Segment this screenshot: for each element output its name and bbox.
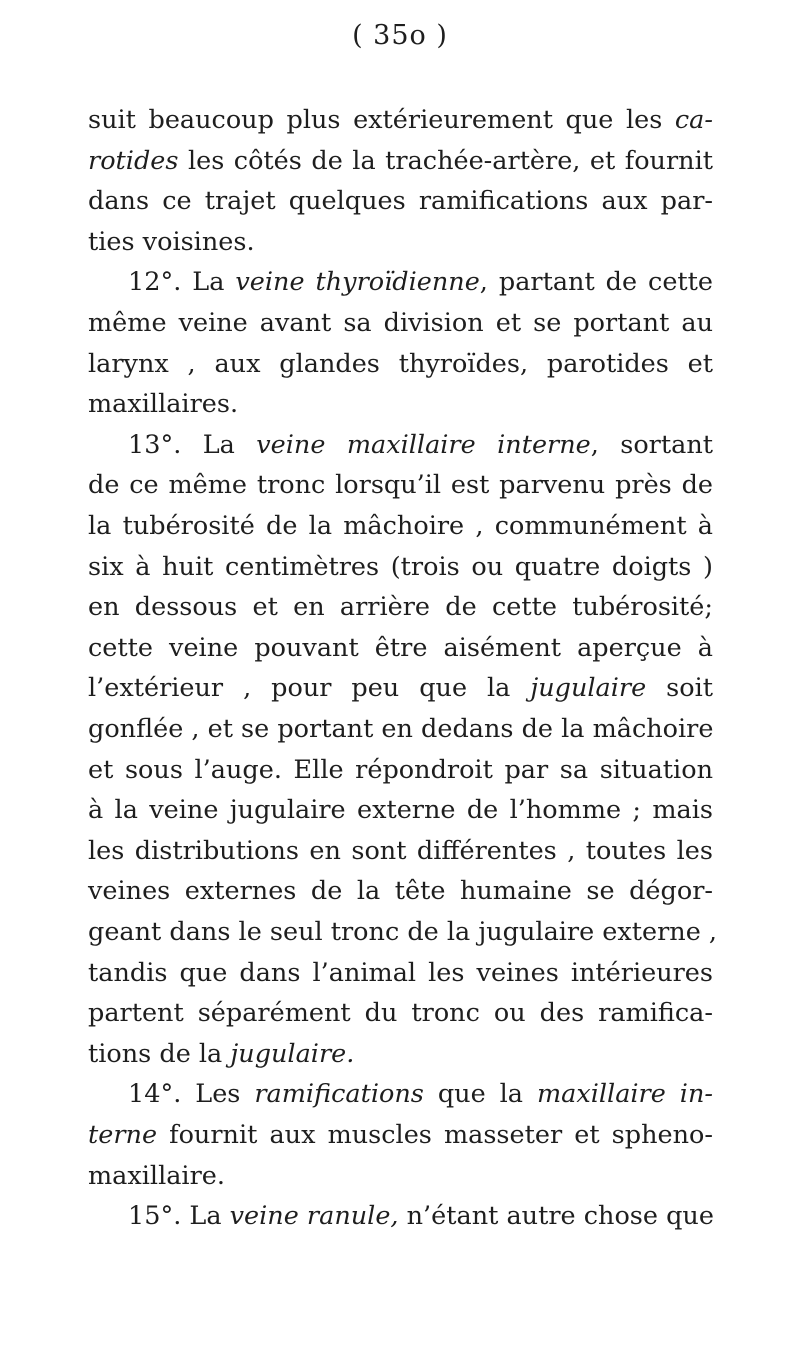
text-line (88, 750, 713, 790)
text-run: partent séparément du tronc ou des ramifica- (88, 998, 713, 1029)
text-run: maxillaire. (88, 1160, 225, 1191)
text-run: de ce même tronc lorsqu’il est parvenu près de (88, 470, 713, 501)
text-run: que la (423, 1079, 537, 1110)
text-run: 14°. Les (128, 1079, 255, 1110)
text-line (88, 222, 713, 262)
text-line (88, 587, 713, 627)
text-line (88, 628, 713, 668)
text-run: les distributions en sont différentes , toutes les (88, 835, 713, 866)
text-run: tions de la (88, 1038, 231, 1069)
italic-term: ca- (674, 105, 713, 135)
text-run: larynx , aux glandes thyroïdes, parotides et (88, 348, 713, 379)
text-line (88, 1156, 713, 1196)
text-line (88, 953, 713, 993)
italic-term: terne (88, 1120, 158, 1150)
text-run: , sortant (590, 429, 713, 460)
text-line (128, 1074, 713, 1114)
text-run: cette veine pouvant être aisément aperçue à (88, 632, 713, 663)
text-line (88, 709, 713, 749)
text-run: 12°. La (128, 267, 236, 298)
italic-term: veine ranule, (229, 1201, 399, 1232)
text-run: la tubérosité de la mâchoire , communément à (88, 511, 713, 541)
text-run: , partant de cette (479, 267, 713, 298)
text-run: même veine avant sa division et se portant au (88, 308, 713, 338)
text-run: soit (646, 673, 713, 704)
italic-term: jugulaire. (230, 1038, 355, 1069)
text-run: 15°. La (128, 1201, 230, 1232)
italic-term: ramifications (254, 1079, 424, 1110)
text-line (88, 871, 713, 911)
text-run: à la veine jugulaire externe de l’homme ; mais (88, 795, 713, 826)
text-run: 13°. La (128, 429, 257, 460)
text-line (88, 100, 713, 140)
text-run: veines externes de la tête humaine se dégor- (88, 876, 713, 907)
page-number-header: ( 35o ) (352, 20, 448, 51)
italic-term: jugulaire (530, 673, 647, 704)
text-line (128, 425, 713, 465)
text-line (88, 831, 713, 871)
text-line (88, 912, 718, 952)
text-line (128, 262, 713, 302)
text-line (88, 668, 713, 708)
text-run: dans ce trajet quelques ramifications aux par- (88, 186, 713, 217)
text-line (88, 547, 713, 587)
text-line (88, 141, 713, 181)
text-run: maxillaires. (88, 389, 239, 420)
text-run: l’extérieur , pour peu que la (88, 673, 531, 704)
text-run: en dessous et en arrière de cette tubérosité; (88, 592, 713, 623)
text-line (88, 1115, 713, 1155)
text-line (128, 1196, 713, 1236)
text-run: les côtés de la trachée-artère, et fournit (178, 145, 713, 176)
italic-term: maxillaire in- (536, 1079, 714, 1110)
text-line (88, 181, 713, 221)
text-run: n’étant autre chose que (398, 1201, 714, 1232)
italic-term: veine thyroïdienne (235, 267, 480, 298)
text-run: geant dans le seul tronc de la jugulaire externe , (88, 917, 718, 947)
text-line (88, 1034, 713, 1074)
text-line (88, 303, 713, 343)
text-line (88, 465, 713, 505)
text-line (88, 993, 713, 1033)
italic-term: veine maxillaire interne (256, 429, 591, 460)
text-run: gonflée , et se portant en dedans de la mâchoire (88, 714, 714, 744)
text-run: fournit aux muscles masseter et spheno- (157, 1120, 713, 1150)
text-run: suit beaucoup plus extérieurement que les (88, 105, 675, 135)
text-run: six à huit centimètres (trois ou quatre doigts ) (88, 551, 713, 582)
text-line (88, 506, 713, 546)
text-line (88, 344, 713, 384)
text-line (88, 384, 713, 424)
text-run: tandis que dans l’animal les veines intérieures (88, 957, 713, 988)
text-run: ties voisines. (88, 226, 255, 257)
text-run: et sous l’auge. Elle répondroit par sa situation (88, 754, 713, 785)
text-line (88, 790, 713, 830)
italic-term: rotides (88, 145, 179, 176)
